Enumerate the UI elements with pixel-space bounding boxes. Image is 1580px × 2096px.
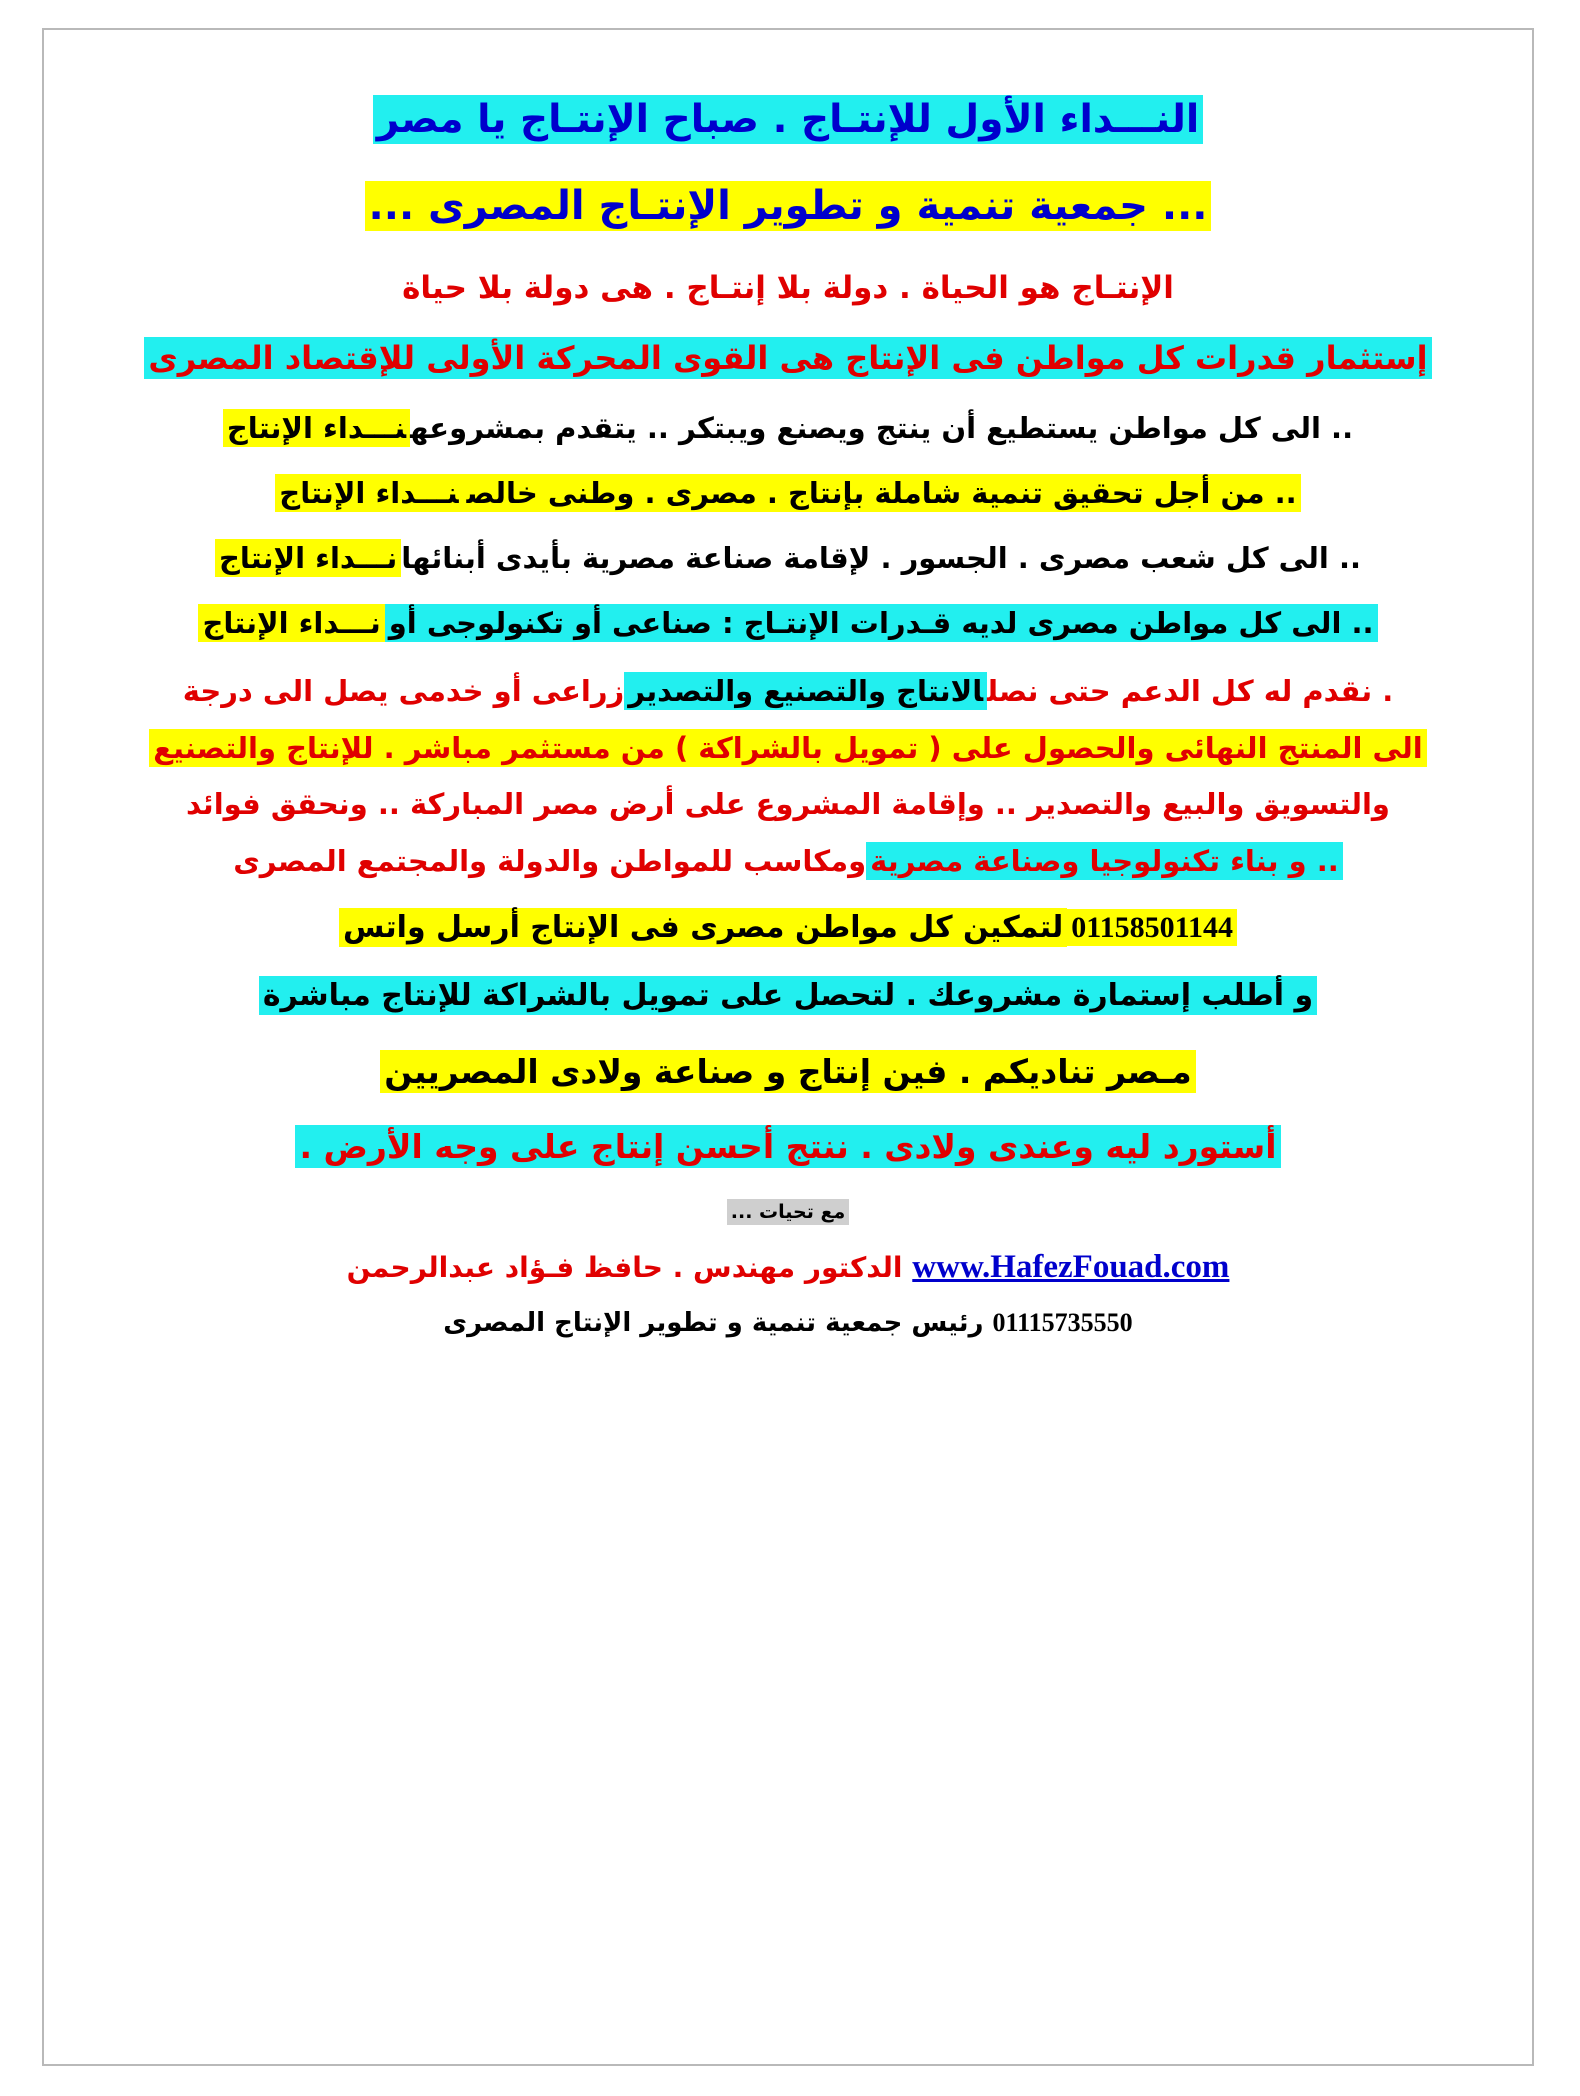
paragraph-4b: .. و بناء تكنولوجيا وصناعة مصرية: [866, 842, 1343, 880]
call-4-text: .. الى كل مواطن مصرى لديه قـدرات الإنتـاج : صناعى أو تكنولوجى أو: [385, 604, 1378, 642]
call-1-text: .. الى كل مواطن يستطيع أن ينتج ويصنع ويبتكر .. يتقدم بمشروعه: [410, 411, 1354, 446]
call-3-text: .. الى كل شعب مصرى . الجسور . لإقامة صناعة مصرية بأيدى أبنائها: [401, 540, 1361, 575]
paragraph-4a: ومكاسب للمواطن والدولة والمجتمع المصرى: [233, 844, 867, 879]
paragraph-3: والتسويق والبيع والتصدير .. وإقامة المشروع على أرض مصر المباركة .. ونحقق فوائد: [186, 787, 1390, 822]
subtitle-text: الإنتـاج هو الحياة . دولة بلا إنتـاج . هى دولة بلا حياة: [402, 270, 1174, 307]
call-4-highlight: نـــداء الإنتاج: [198, 604, 384, 642]
call-line-1: [84, 406, 1492, 451]
paragraph-line-4: [84, 836, 1492, 887]
call-line-3: [84, 536, 1492, 581]
title-line-1-text: النـــداء الأول للإنتـاج . صباح الإنتـاج يا مصر: [373, 95, 1204, 144]
paragraph-2: الى المنتج النهائى والحصول على ( تمويل بالشراكة ) من مستثمر مباشر . للإنتاج والتصنيع: [149, 729, 1426, 767]
signature-line: [84, 1242, 1492, 1293]
call-line-2: [84, 471, 1492, 516]
regards-line: [84, 1198, 1492, 1227]
regards-text: مع تحيات ...: [727, 1199, 849, 1225]
phone-number: 01115735550: [992, 1307, 1133, 1337]
call-1-highlight: نـــداء الإنتاج: [223, 409, 410, 447]
role-text: رئيس جمعية تنمية و تطوير الإنتاج المصرى: [443, 1307, 984, 1338]
subtitle-line: [84, 264, 1492, 312]
paragraph-1c: . نقدم له كل الدعم حتى نصل: [987, 673, 1394, 708]
slogan-line-2: [84, 1121, 1492, 1172]
paragraph-1b: الانتاج والتصنيع والتصدير: [624, 672, 987, 710]
paragraph-1a: زراعى أو خدمى يصل الى درجة: [182, 673, 625, 708]
banner-text: إستثمار قدرات كل مواطن فى الإنتاج هى القوى المحركة الأولى للإقتصاد المصرى: [144, 337, 1431, 379]
request-text: و أطلب إستمارة مشروعك . لتحصل على تمويل بالشراكة للإنتاج مباشرة: [259, 976, 1317, 1015]
whatsapp-number: 01158501144: [1067, 909, 1237, 946]
call-2-text: .. من أجل تحقيق تنمية شاملة بإنتاج . مصرى . وطنى خالص: [463, 474, 1301, 512]
call-3-highlight: نـــداء الإنتاج: [215, 539, 401, 577]
call-line-4: [84, 601, 1492, 646]
slogan-line-1: [84, 1046, 1492, 1097]
title-line-2: [84, 176, 1492, 236]
request-line: [84, 973, 1492, 1020]
paragraph-line-2: [84, 723, 1492, 774]
slogan-2-text: أستورد ليه وعندى ولادى . ننتج أحسن إنتاج على وجه الأرض .: [295, 1125, 1280, 1168]
whatsapp-line: [84, 905, 1492, 952]
whatsapp-text: لتمكين كل مواطن مصرى فى الإنتاج أرسل واتس: [339, 908, 1067, 947]
signature-name: الدكتور مهندس . حافظ فـؤاد عبدالرحمن: [346, 1250, 903, 1284]
paragraph-line-1: [84, 666, 1492, 717]
title-line-1: [84, 90, 1492, 150]
document-sheet: [42, 28, 1534, 2066]
slogan-1-text: مـصر تناديكم . فين إنتاج و صناعة ولادى المصريين: [380, 1050, 1196, 1093]
title-line-2-text: ... جمعية تنمية و تطوير الإنتـاج المصرى ...: [365, 181, 1212, 231]
website-link[interactable]: www.HafezFouad.com: [912, 1248, 1230, 1285]
paragraph-line-3: [84, 779, 1492, 830]
banner-line: [84, 334, 1492, 384]
call-2-highlight: نـــداء الإنتاج: [275, 474, 462, 512]
role-line: [84, 1303, 1492, 1343]
